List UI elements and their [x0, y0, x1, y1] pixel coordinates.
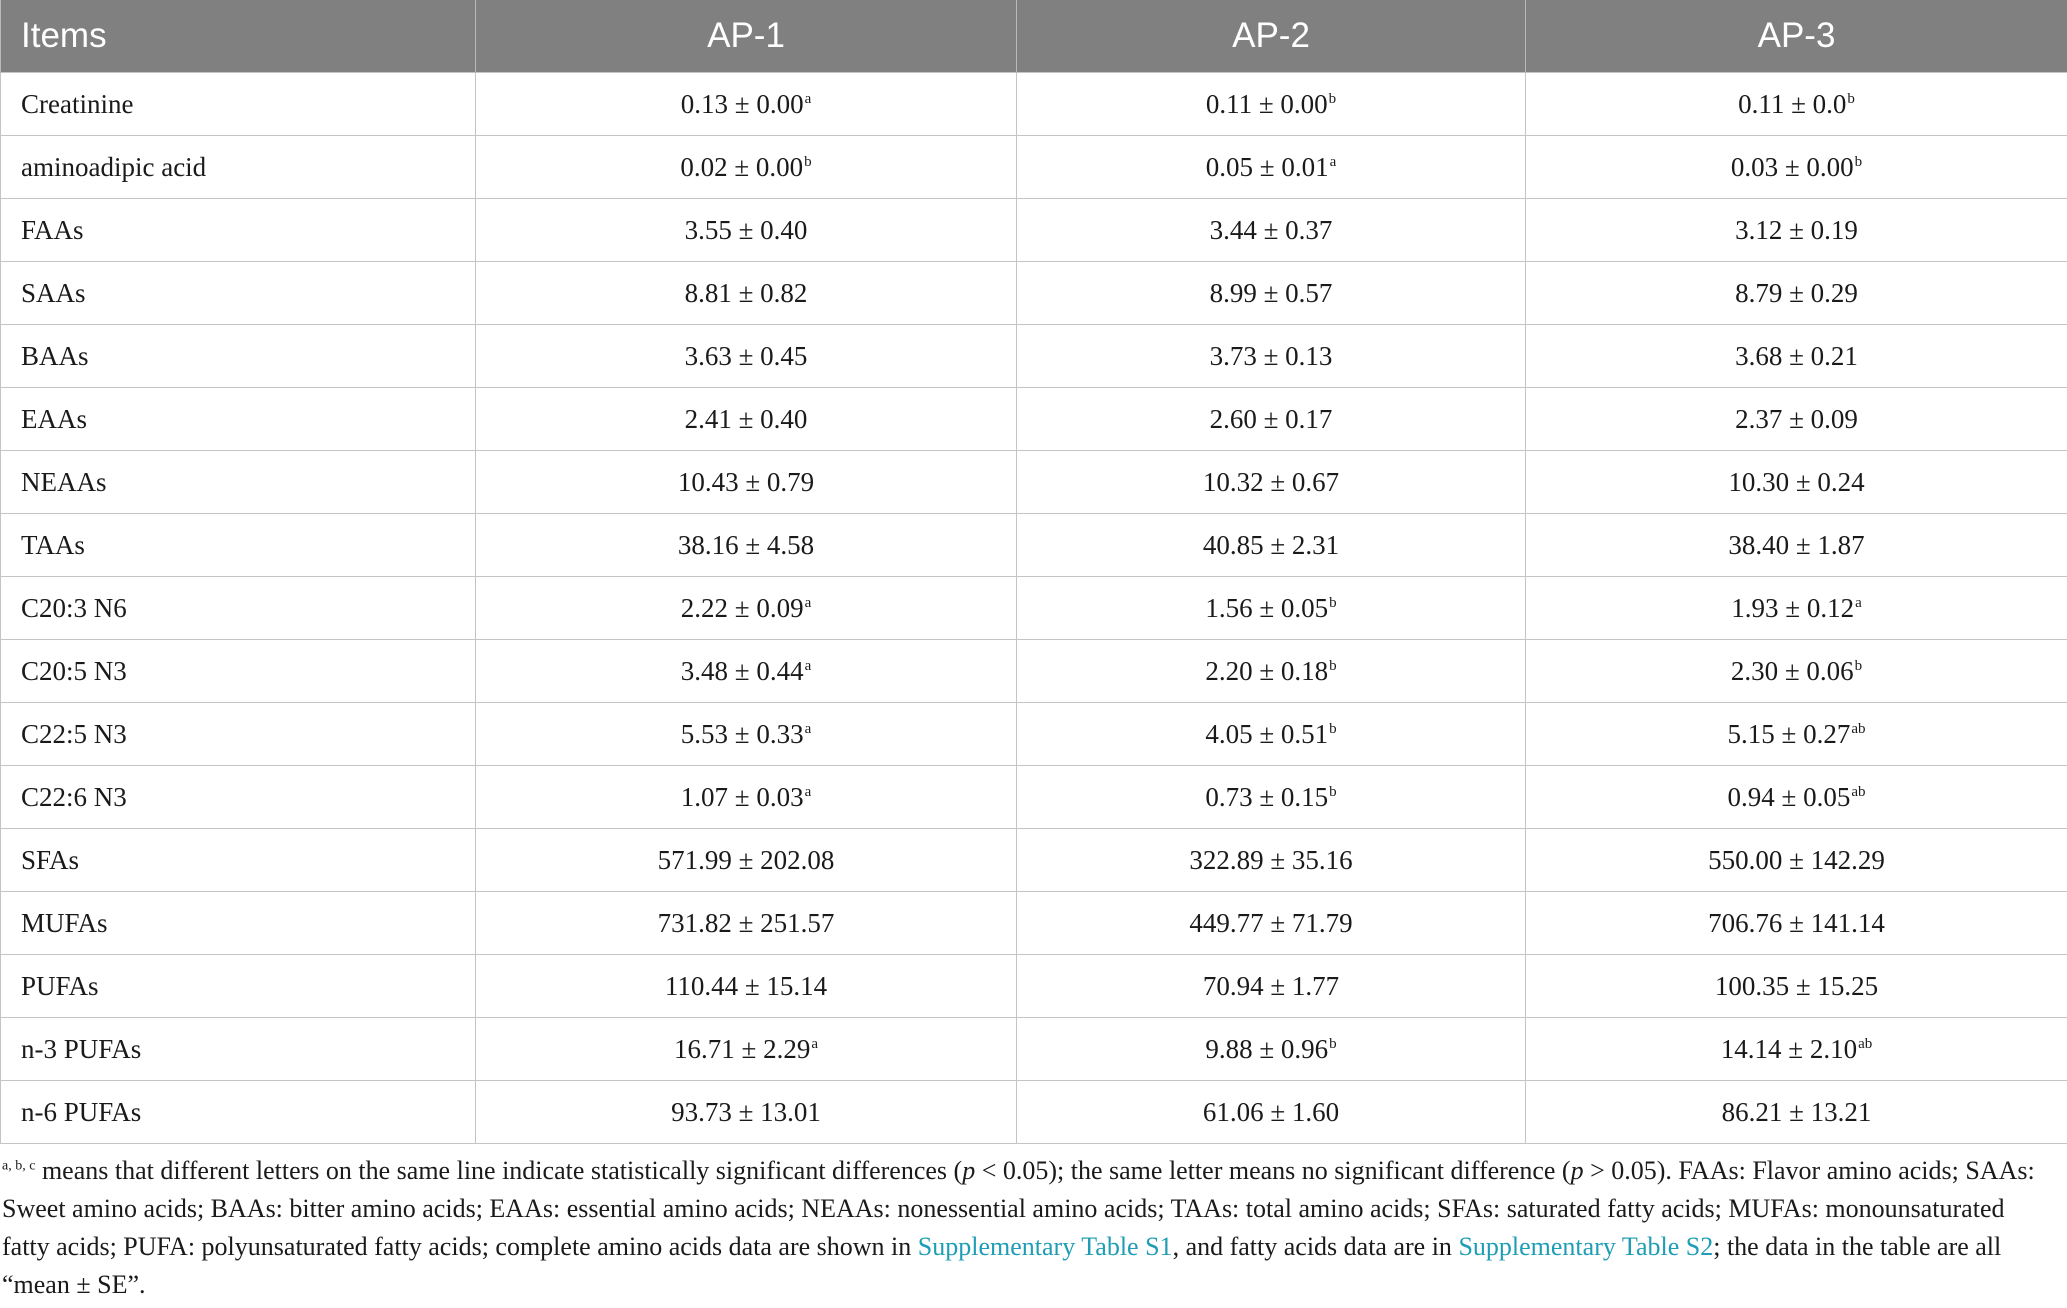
row-item-label: SFAs	[1, 829, 476, 892]
value-cell-ap3	[1526, 766, 2067, 829]
significance-letter: b	[1847, 90, 1855, 107]
mean-se-value: 100.35 ± 15.25	[1714, 970, 1879, 1001]
mean-se-value: 5.53 ± 0.33	[680, 718, 804, 749]
mean-se-value: 706.76 ± 141.14	[1708, 907, 1885, 938]
supplementary-table-s2-link[interactable]: Supplementary Table S2	[1458, 1232, 1714, 1261]
header-ap2: AP-2	[1017, 0, 1526, 73]
significance-letter: b	[1329, 720, 1337, 737]
value-cell-ap2	[1017, 325, 1526, 388]
mean-se-value: 8.99 ± 0.57	[1209, 277, 1333, 308]
significance-letter: a	[804, 720, 812, 737]
significance-letter: ab	[1858, 1035, 1873, 1052]
row-item-label: Creatinine	[1, 73, 476, 136]
significance-letter: a	[1855, 594, 1862, 611]
mean-se-value: 0.11 ± 0.0	[1738, 88, 1847, 119]
significance-letter: b	[1329, 657, 1337, 674]
table-footnote	[2, 1152, 2047, 1304]
mean-se-value: 2.30 ± 0.06	[1730, 655, 1854, 686]
value-cell-ap3	[1526, 325, 2067, 388]
header-ap3: AP-3	[1526, 0, 2067, 73]
value-cell-ap2	[1017, 577, 1526, 640]
value-cell-ap1	[476, 325, 1017, 388]
value-cell-ap1	[476, 703, 1017, 766]
footnote-text-2: < 0.05); the same letter means no significant difference (	[975, 1156, 1571, 1185]
value-cell-ap1	[476, 640, 1017, 703]
value-cell-ap3	[1526, 199, 2067, 262]
table-row	[1, 640, 2067, 703]
value-cell-ap1	[476, 955, 1017, 1018]
value-cell-ap3	[1526, 955, 2067, 1018]
mean-se-value: 3.63 ± 0.45	[684, 340, 808, 371]
value-cell-ap1	[476, 262, 1017, 325]
value-cell-ap2	[1017, 955, 1526, 1018]
table-row	[1, 1018, 2067, 1081]
mean-se-value: 449.77 ± 71.79	[1189, 907, 1353, 938]
value-cell-ap2	[1017, 829, 1526, 892]
mean-se-value: 10.30 ± 0.24	[1728, 466, 1865, 497]
value-cell-ap1	[476, 136, 1017, 199]
table-row	[1, 703, 2067, 766]
mean-se-value: 571.99 ± 202.08	[657, 844, 835, 875]
mean-se-value: 2.60 ± 0.17	[1209, 403, 1333, 434]
row-item-label: n-3 PUFAs	[1, 1018, 476, 1081]
value-cell-ap3	[1526, 703, 2067, 766]
value-cell-ap1	[476, 199, 1017, 262]
footnote-text-5: ; the data in the table are all “mean ± SE”.	[2, 1232, 2002, 1299]
significance-letter: b	[804, 153, 812, 170]
mean-se-value: 10.32 ± 0.67	[1202, 466, 1340, 497]
value-cell-ap2	[1017, 514, 1526, 577]
mean-se-value: 1.56 ± 0.05	[1205, 592, 1329, 623]
value-cell-ap1	[476, 1018, 1017, 1081]
mean-se-value: 86.21 ± 13.21	[1721, 1096, 1872, 1127]
significance-letter: b	[1329, 594, 1337, 611]
mean-se-value: 0.03 ± 0.00	[1730, 151, 1854, 182]
value-cell-ap3	[1526, 514, 2067, 577]
value-cell-ap3	[1526, 829, 2067, 892]
mean-se-value: 61.06 ± 1.60	[1202, 1096, 1340, 1127]
value-cell-ap3	[1526, 388, 2067, 451]
table-row	[1, 262, 2067, 325]
row-item-label: MUFAs	[1, 892, 476, 955]
mean-se-value: 2.41 ± 0.40	[684, 403, 808, 434]
row-item-label: C20:5 N3	[1, 640, 476, 703]
value-cell-ap2	[1017, 1018, 1526, 1081]
table-header	[1, 0, 2067, 73]
mean-se-value: 731.82 ± 251.57	[657, 907, 835, 938]
value-cell-ap1	[476, 514, 1017, 577]
value-cell-ap1	[476, 766, 1017, 829]
table-row	[1, 136, 2067, 199]
significance-letter: b	[1328, 90, 1337, 107]
mean-se-value: 3.48 ± 0.44	[680, 655, 804, 686]
footnote-superscript: a, b, c	[2, 1158, 36, 1174]
table-row	[1, 1081, 2067, 1144]
row-item-label: aminoadipic acid	[1, 136, 476, 199]
row-item-label: BAAs	[1, 325, 476, 388]
mean-se-value: 0.94 ± 0.05	[1727, 781, 1851, 812]
significance-letter: a	[804, 90, 812, 107]
table-row	[1, 955, 2067, 1018]
value-cell-ap2	[1017, 1081, 1526, 1144]
header-items: Items	[1, 0, 476, 73]
footnote-p-symbol-2: p	[1570, 1156, 1584, 1185]
value-cell-ap2	[1017, 703, 1526, 766]
mean-se-value: 1.93 ± 0.12	[1731, 592, 1855, 623]
mean-se-value: 3.68 ± 0.21	[1735, 340, 1858, 371]
value-cell-ap1	[476, 1081, 1017, 1144]
value-cell-ap3	[1526, 73, 2067, 136]
header-ap1: AP-1	[476, 0, 1017, 73]
value-cell-ap2	[1017, 640, 1526, 703]
significance-letter: a	[811, 1035, 818, 1052]
value-cell-ap2	[1017, 199, 1526, 262]
mean-se-value: 9.88 ± 0.96	[1205, 1033, 1329, 1064]
table-body	[1, 73, 2067, 1144]
mean-se-value: 70.94 ± 1.77	[1202, 970, 1340, 1001]
mean-se-value: 0.02 ± 0.00	[680, 151, 804, 182]
mean-se-value: 4.05 ± 0.51	[1205, 718, 1329, 749]
mean-se-value: 38.16 ± 4.58	[677, 529, 815, 560]
footnote-text-3: > 0.05). FAAs: Flavor amino acids; SAAs: Sweet amino acids; BAAs: bitter amino acids; EAAs: essential amino acids; NEAAs: nonessential amino acids; TAAs: total amino acids; SFAs: saturated fatty acids; MUFAs: monounsaturated fatty acids; PUFA: polyunsaturated fatty acids; complete amino acids data are shown in	[2, 1156, 2035, 1261]
mean-se-value: 38.40 ± 1.87	[1728, 529, 1865, 560]
mean-se-value: 5.15 ± 0.27	[1727, 718, 1851, 749]
mean-se-value: 2.22 ± 0.09	[680, 592, 804, 623]
value-cell-ap2	[1017, 892, 1526, 955]
value-cell-ap2	[1017, 766, 1526, 829]
table-row	[1, 892, 2067, 955]
mean-se-value: 550.00 ± 142.29	[1708, 844, 1885, 875]
value-cell-ap2	[1017, 451, 1526, 514]
significance-letter: a	[804, 783, 812, 800]
table-row	[1, 388, 2067, 451]
value-cell-ap3	[1526, 640, 2067, 703]
table-row	[1, 766, 2067, 829]
value-cell-ap2	[1017, 73, 1526, 136]
row-item-label: NEAAs	[1, 451, 476, 514]
table-row	[1, 325, 2067, 388]
significance-letter: a	[1329, 153, 1337, 170]
mean-se-value: 0.11 ± 0.00	[1205, 88, 1328, 119]
value-cell-ap3	[1526, 892, 2067, 955]
value-cell-ap3	[1526, 577, 2067, 640]
mean-se-value: 322.89 ± 35.16	[1189, 844, 1353, 875]
mean-se-value: 10.43 ± 0.79	[677, 466, 815, 497]
table-row	[1, 199, 2067, 262]
value-cell-ap1	[476, 451, 1017, 514]
table-row	[1, 451, 2067, 514]
mean-se-value: 3.73 ± 0.13	[1209, 340, 1333, 371]
significance-letter: ab	[1851, 720, 1866, 737]
row-item-label: n-6 PUFAs	[1, 1081, 476, 1144]
table-row	[1, 73, 2067, 136]
row-item-label: TAAs	[1, 514, 476, 577]
row-item-label: C22:6 N3	[1, 766, 476, 829]
mean-se-value: 93.73 ± 13.01	[671, 1096, 821, 1127]
mean-se-value: 8.79 ± 0.29	[1735, 277, 1858, 308]
value-cell-ap2	[1017, 388, 1526, 451]
row-item-label: C20:3 N6	[1, 577, 476, 640]
mean-se-value: 3.44 ± 0.37	[1209, 214, 1333, 245]
value-cell-ap1	[476, 892, 1017, 955]
significance-letter: b	[1854, 153, 1863, 170]
value-cell-ap1	[476, 829, 1017, 892]
row-item-label: FAAs	[1, 199, 476, 262]
value-cell-ap3	[1526, 1018, 2067, 1081]
value-cell-ap3	[1526, 262, 2067, 325]
mean-se-value: 2.20 ± 0.18	[1205, 655, 1329, 686]
mean-se-value: 3.55 ± 0.40	[684, 214, 808, 245]
value-cell-ap3	[1526, 136, 2067, 199]
significance-letter: a	[804, 594, 812, 611]
row-item-label: PUFAs	[1, 955, 476, 1018]
mean-se-value: 16.71 ± 2.29	[674, 1033, 811, 1064]
header-row	[1, 0, 2067, 73]
table-row	[1, 577, 2067, 640]
mean-se-value: 0.13 ± 0.00	[680, 88, 804, 119]
mean-se-value: 1.07 ± 0.03	[680, 781, 804, 812]
row-item-label: EAAs	[1, 388, 476, 451]
mean-se-value: 0.05 ± 0.01	[1205, 151, 1329, 182]
value-cell-ap3	[1526, 451, 2067, 514]
value-cell-ap2	[1017, 262, 1526, 325]
value-cell-ap1	[476, 388, 1017, 451]
significance-letter: ab	[1851, 783, 1866, 800]
significance-letter: a	[804, 657, 812, 674]
value-cell-ap2	[1017, 136, 1526, 199]
mean-se-value: 8.81 ± 0.82	[684, 277, 808, 308]
mean-se-value: 2.37 ± 0.09	[1735, 403, 1858, 434]
footnote-text-1: means that different letters on the same line indicate statistically significant differences (	[35, 1156, 963, 1185]
supplementary-table-s1-link[interactable]: Supplementary Table S1	[917, 1232, 1173, 1261]
significance-letter: b	[1329, 783, 1337, 800]
value-cell-ap1	[476, 577, 1017, 640]
footnote-p-symbol-1: p	[962, 1156, 976, 1185]
mean-se-value: 14.14 ± 2.10	[1720, 1033, 1858, 1064]
mean-se-value: 0.73 ± 0.15	[1205, 781, 1329, 812]
mean-se-value: 40.85 ± 2.31	[1202, 529, 1340, 560]
value-cell-ap3	[1526, 1081, 2067, 1144]
row-item-label: C22:5 N3	[1, 703, 476, 766]
table-row	[1, 829, 2067, 892]
footnote-text-4: , and fatty acids data are in	[1172, 1232, 1459, 1261]
value-cell-ap1	[476, 73, 1017, 136]
significance-letter: b	[1329, 1035, 1337, 1052]
mean-se-value: 110.44 ± 15.14	[664, 970, 828, 1001]
mean-se-value: 3.12 ± 0.19	[1735, 214, 1858, 245]
row-item-label: SAAs	[1, 262, 476, 325]
significance-letter: b	[1854, 657, 1863, 674]
table-row	[1, 514, 2067, 577]
